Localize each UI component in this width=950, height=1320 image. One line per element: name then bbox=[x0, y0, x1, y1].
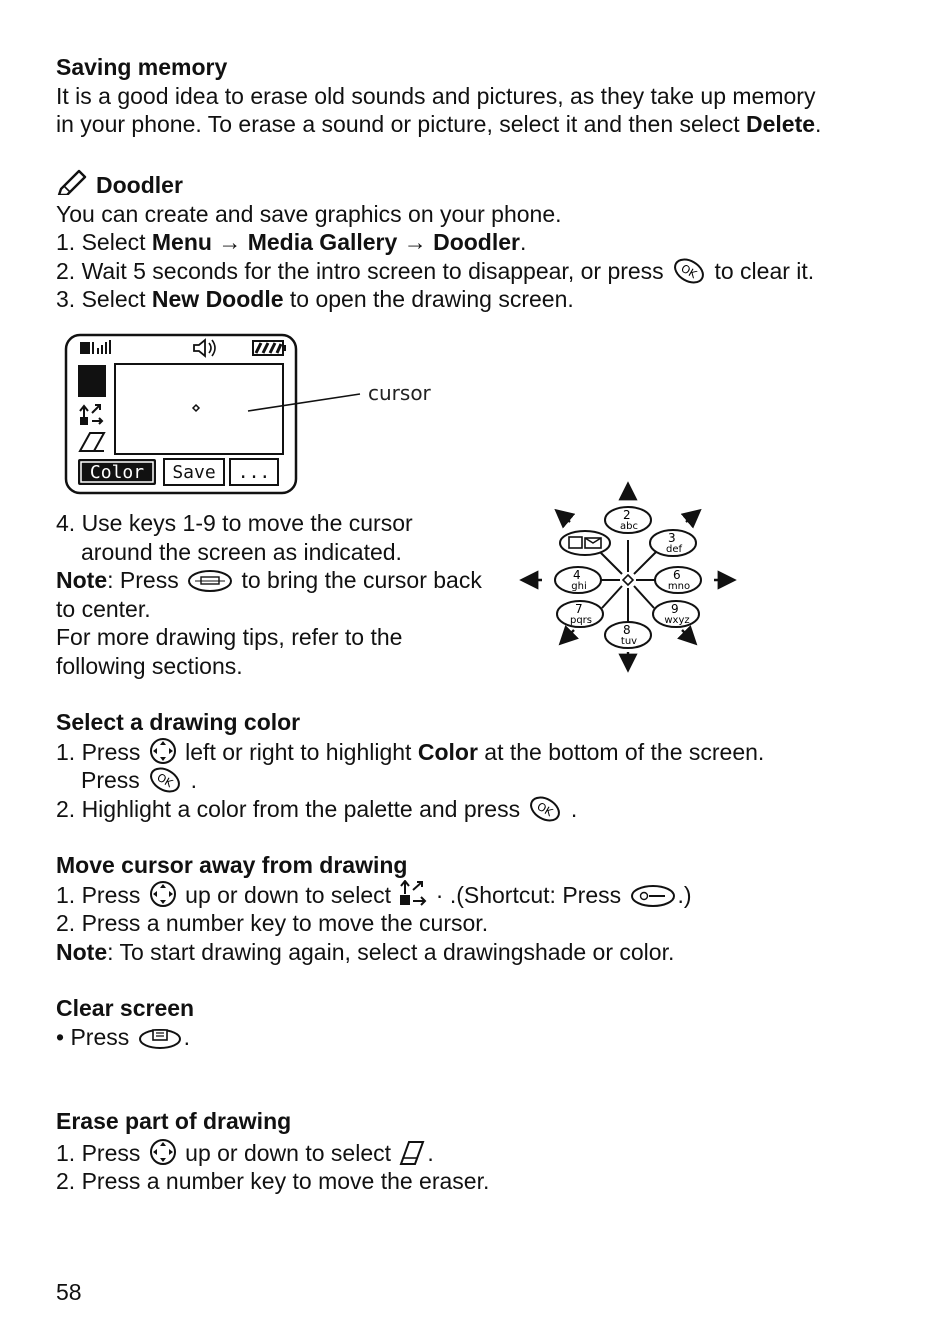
softkey-more: ... bbox=[237, 462, 271, 483]
clear-screen-section bbox=[56, 994, 916, 1051]
select-color-heading: Select a drawing color bbox=[56, 709, 301, 735]
key-digit: 9 bbox=[671, 602, 679, 616]
key-letters: ghi bbox=[571, 581, 587, 592]
select-color-section bbox=[56, 708, 916, 823]
step4-line1: 4. Use keys 1-9 to move the cursor bbox=[56, 510, 413, 536]
ok-key-icon bbox=[528, 796, 562, 822]
saving-memory-section bbox=[56, 53, 916, 139]
page-number: 58 bbox=[56, 1279, 82, 1305]
cursor-label: cursor bbox=[368, 381, 431, 405]
erase-step2: 2. Press a number key to move the eraser. bbox=[56, 1168, 490, 1195]
nav-key-icon bbox=[149, 880, 177, 908]
key-3 bbox=[650, 530, 696, 556]
softkey-save: Save bbox=[172, 462, 216, 483]
tips-line2: following sections. bbox=[56, 652, 243, 679]
key-digit: 8 bbox=[623, 623, 631, 637]
key-letters: mno bbox=[667, 581, 691, 592]
key-letters: pqrs bbox=[569, 615, 593, 626]
doodler-heading: Doodler bbox=[96, 172, 183, 198]
clear-screen-bullet: • Press . bbox=[56, 1023, 191, 1050]
svg-text:OK: OK bbox=[154, 771, 176, 791]
step4-line2: around the screen as indicated. bbox=[81, 538, 402, 565]
doodler-step1: 1. Select Menu → Media Gallery → Doodler. bbox=[56, 229, 527, 256]
arrow-down-right bbox=[682, 630, 694, 642]
clear-key-icon bbox=[138, 1026, 182, 1050]
move-away-icon bbox=[399, 880, 427, 908]
cursor-leader-line bbox=[240, 388, 365, 418]
doodler-heading-line bbox=[56, 167, 916, 200]
doodler-intro: You can create and save graphics on your phone. bbox=[56, 200, 562, 227]
move-cursor-section bbox=[56, 509, 506, 681]
move-away-heading: Move cursor away from drawing bbox=[56, 852, 408, 878]
soft-center-key-icon bbox=[187, 569, 233, 593]
key-6 bbox=[655, 567, 701, 593]
saving-memory-line2: in your phone. To erase a sound or picture, select it and then select Delete. bbox=[56, 111, 822, 138]
move-away-section bbox=[56, 851, 916, 966]
key-2 bbox=[605, 507, 651, 533]
move-away-note: Note: To start drawing again, select a drawingshade or color. bbox=[56, 938, 675, 965]
ok-key-icon bbox=[148, 767, 182, 793]
doodler-step2: 2. Wait 5 seconds for the intro screen to disappear, or press OK to clear it. bbox=[56, 257, 916, 286]
erase-step1: 1. Press up or down to select . bbox=[56, 1136, 916, 1168]
key-letters: wxyz bbox=[664, 615, 690, 626]
arrow-up-right bbox=[686, 512, 698, 522]
clear-screen-heading: Clear screen bbox=[56, 995, 195, 1021]
select-color-step1: 1. Press left or right to highlight Color at the bottom of the screen. bbox=[56, 738, 765, 765]
arrow-up-left bbox=[558, 512, 570, 522]
key-digit: 2 bbox=[623, 508, 631, 522]
doodler-step3: 3. Select New Doodle to open the drawing screen. bbox=[56, 286, 574, 313]
ok-key-icon bbox=[672, 258, 706, 284]
softkey-color: Color bbox=[89, 462, 145, 483]
key-digit: 4 bbox=[573, 568, 581, 582]
erase-section bbox=[56, 1107, 916, 1196]
record-key-icon bbox=[630, 884, 676, 908]
key-9 bbox=[653, 601, 699, 627]
pencil-icon bbox=[56, 167, 90, 195]
keypad-direction-diagram bbox=[518, 480, 738, 676]
key-4 bbox=[555, 567, 601, 593]
nav-key-icon bbox=[149, 737, 177, 765]
svg-text:OK: OK bbox=[535, 799, 556, 819]
key-letters: tuv bbox=[620, 636, 638, 647]
doodler-section bbox=[56, 167, 916, 314]
key-digit: 3 bbox=[668, 531, 676, 545]
color-swatch bbox=[78, 365, 106, 397]
move-away-step2: 2. Press a number key to move the cursor. bbox=[56, 910, 489, 937]
key-letters: def bbox=[665, 544, 683, 555]
center-note-line2: to center. bbox=[56, 595, 151, 622]
select-color-step1-line2: Press OK . bbox=[56, 766, 916, 795]
move-away-step1: 1. Press up or down to select · .(Shortcut: Press .) bbox=[56, 881, 692, 908]
key-1-message bbox=[560, 531, 610, 555]
key-8 bbox=[605, 622, 651, 648]
nav-key-icon bbox=[149, 1138, 177, 1166]
saving-memory-heading: Saving memory bbox=[56, 54, 228, 80]
erase-heading: Erase part of drawing bbox=[56, 1108, 292, 1134]
eraser-icon bbox=[399, 1136, 425, 1166]
select-color-step2: 2. Highlight a color from the palette and press OK . bbox=[56, 795, 916, 824]
key-letters: abc bbox=[620, 521, 638, 532]
tips-line1: For more drawing tips, refer to the bbox=[56, 624, 403, 651]
saving-memory-line1: It is a good idea to erase old sounds and pictures, as they take up memory bbox=[56, 82, 816, 109]
key-digit: 7 bbox=[575, 602, 583, 616]
arrow-down-left bbox=[562, 630, 574, 642]
svg-text:OK: OK bbox=[678, 261, 699, 281]
center-note: Note: Press to bring the cursor back bbox=[56, 567, 482, 594]
key-digit: 6 bbox=[673, 568, 681, 582]
key-7 bbox=[557, 601, 603, 627]
